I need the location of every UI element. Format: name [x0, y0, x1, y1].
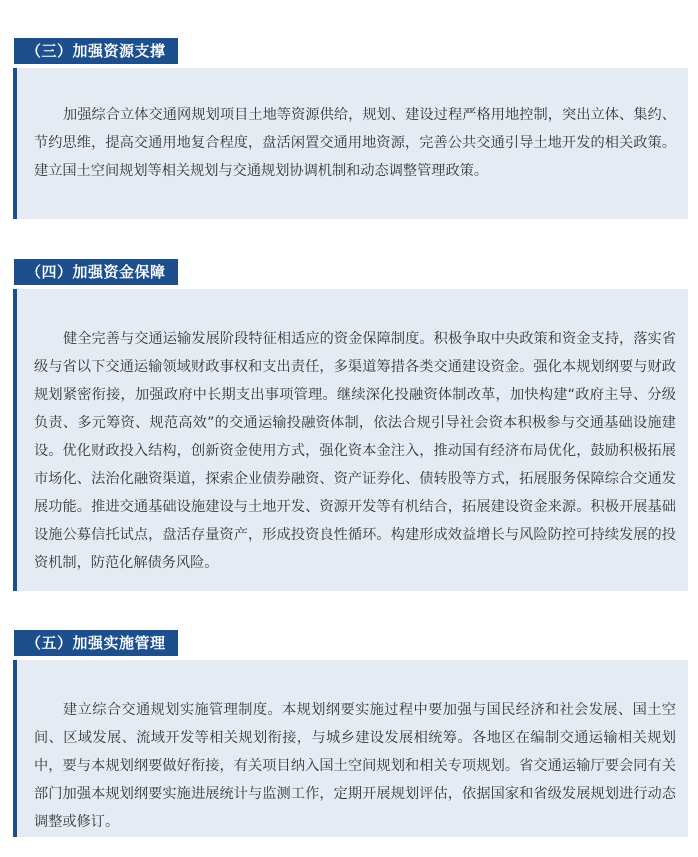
section-body-resources: 加强综合立体交通网规划项目土地等资源供给，规划、建设过程严格用地控制，突出立体、集约、节约思维，提高交通用地复合程度，盘活闲置交通用地资源，完善公共交通引导土地开发的相关政策。建立国土空间规划等相关规划与交通规划协调机制和动态调整管理政策。: [34, 107, 676, 179]
section-heading-implementation: （五）加强实施管理: [14, 630, 178, 656]
section-body-implementation: 建立综合交通规划实施管理制度。本规划纲要实施过程中要加强与国民经济和社会发展、国土空间、区域发展、流域开发等相关规划衔接，与城乡建设发展相统筹。各地区在编制交通运输相关规划中，要与本规划纲要做好衔接，有关项目纳入国土空间规划和相关专项规划。省交通运输厅要会同有关部门加强本规划纲要实施进展统计与监测工作，定期开展规划评估，依据国家和省级发展规划进行动态调整或修订。: [34, 702, 676, 830]
section-body-funding: 健全完善与交通运输发展阶段特征相适应的资金保障制度。积极争取中央政策和资金支持，落实省级与省以下交通运输领域财政事权和支出责任，多渠道筹措各类交通建设资金。强化本规划纲要与财政规划紧密衔接，加强政府中长期支出事项管理。继续深化投融资体制改革，加快构建“政府主导、分级负责、多元筹资、规范高效”的交通运输投融资体制，依法合规引导社会资本积极参与交通基础设施建设。优化财政投入结构，创新资金使用方式，强化资本金注入，推动国有经济布局优化，鼓励积极拓展市场化、法治化融资渠道，探索企业债券融资、资产证券化、债转股等方式，拓展服务保障综合交通发展功能。推进交通基础设施建设与土地开发、资源开发等有机结合，拓展建设资金来源。积极开展基础设施公募信托试点，盘活存量资产，形成投资良性循环。构建形成效益增长与风险防控可持续发展的投资机制，防范化解债务风险。: [34, 331, 676, 571]
section-heading-resources: （三）加强资源支撑: [14, 38, 178, 64]
section-heading-funding: （四）加强资金保障: [14, 259, 178, 285]
